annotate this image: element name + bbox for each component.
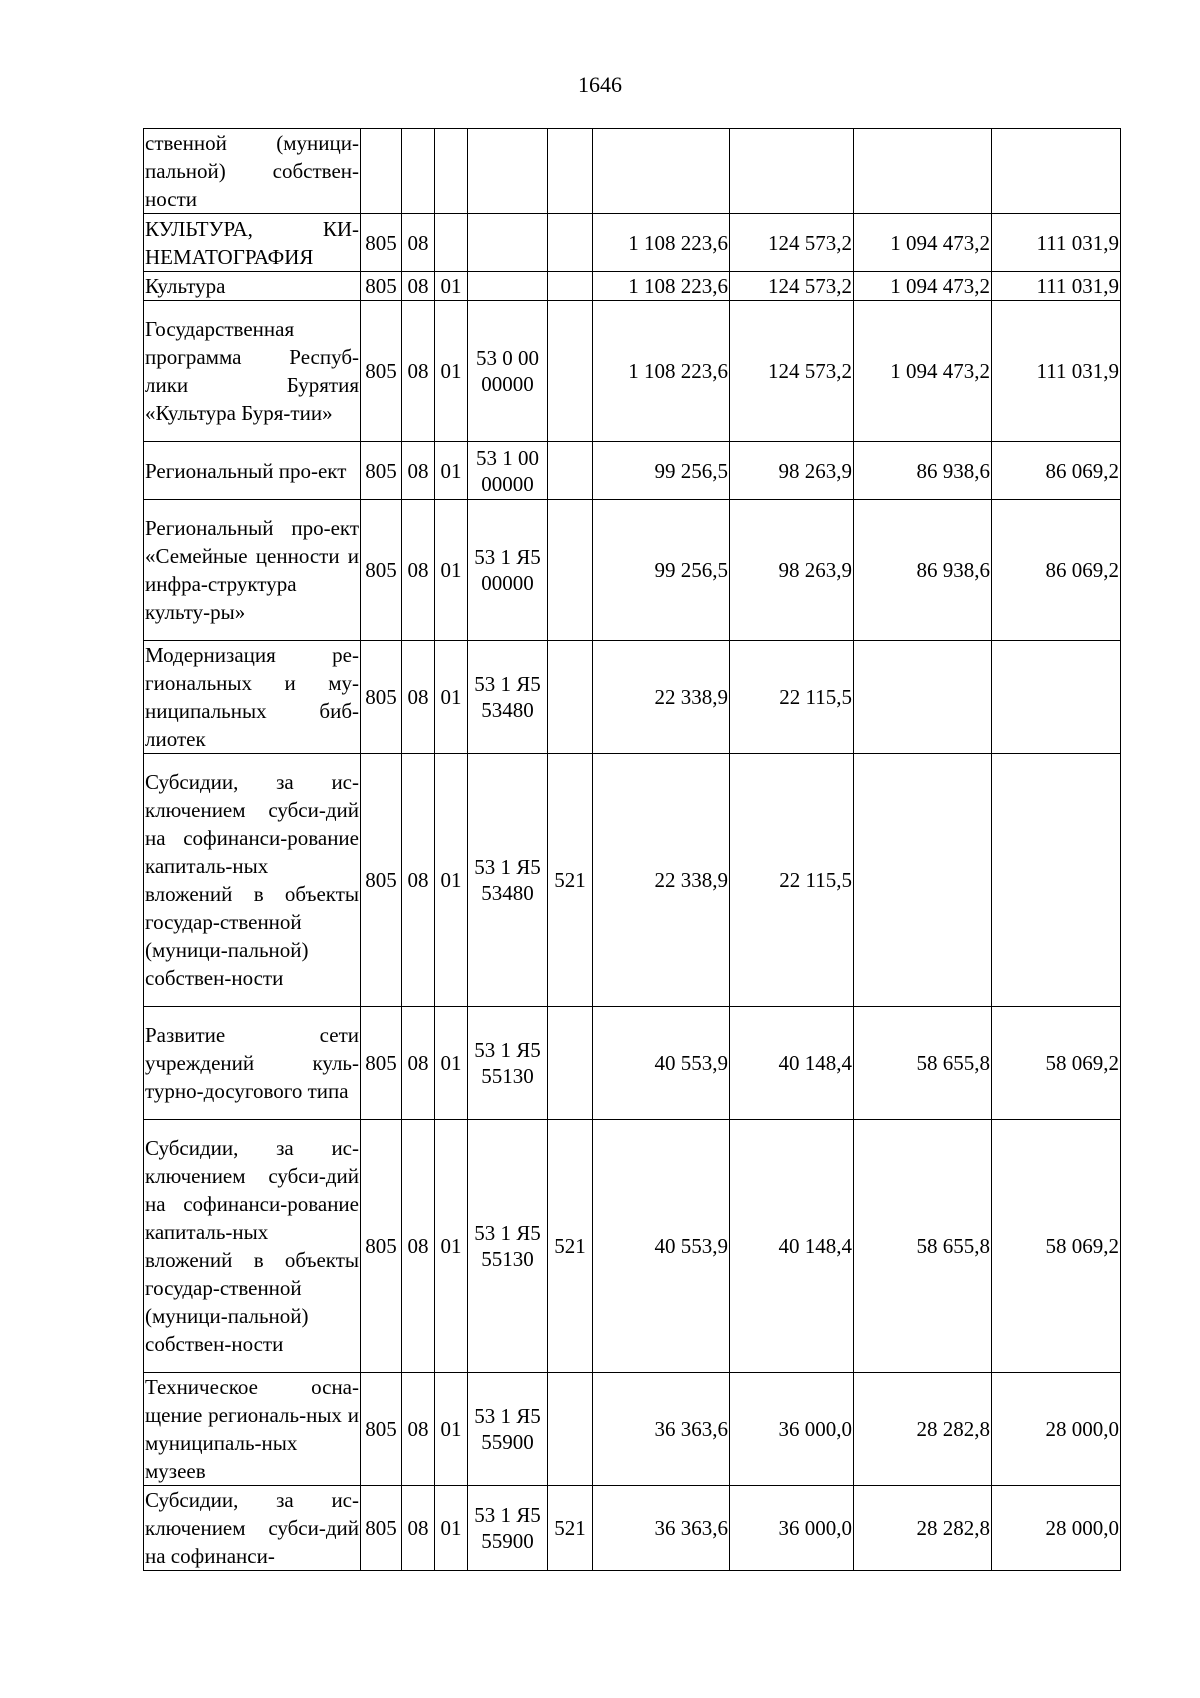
cell-expense-type xyxy=(548,1373,593,1486)
cell-amount-2: 40 148,4 xyxy=(730,1120,854,1373)
cell-expense-type: 521 xyxy=(548,754,593,1007)
cell-grbs: 805 xyxy=(361,1007,402,1120)
cell-target-article xyxy=(468,129,548,214)
cell-amount-3: 58 655,8 xyxy=(854,1007,992,1120)
cell-amount-2: 36 000,0 xyxy=(730,1373,854,1486)
cell-subsection: 01 xyxy=(435,272,468,301)
cell-section: 08 xyxy=(402,214,435,272)
cell-grbs xyxy=(361,129,402,214)
cell-section: 08 xyxy=(402,641,435,754)
cell-section: 08 xyxy=(402,754,435,1007)
cell-target-article: 53 1 Я5 00000 xyxy=(468,500,548,641)
cell-amount-1: 40 553,9 xyxy=(593,1007,730,1120)
table-row xyxy=(144,641,1121,754)
row-name: Государственная программа Респуб-лики Бурятия «Культура Буря-тии» xyxy=(144,301,361,442)
cell-amount-2: 36 000,0 xyxy=(730,1486,854,1571)
cell-grbs: 805 xyxy=(361,301,402,442)
cell-amount-4: 86 069,2 xyxy=(992,500,1121,641)
table-row xyxy=(144,1120,1121,1373)
cell-target-article: 53 1 Я5 55900 xyxy=(468,1486,548,1571)
cell-target-article: 53 1 Я5 53480 xyxy=(468,754,548,1007)
cell-target-article: 53 1 Я5 55130 xyxy=(468,1120,548,1373)
cell-amount-2: 98 263,9 xyxy=(730,500,854,641)
table-row xyxy=(144,1486,1121,1571)
cell-target-article: 53 1 Я5 53480 xyxy=(468,641,548,754)
cell-expense-type xyxy=(548,442,593,500)
cell-section: 08 xyxy=(402,1486,435,1571)
cell-amount-2: 124 573,2 xyxy=(730,301,854,442)
cell-expense-type xyxy=(548,129,593,214)
cell-subsection xyxy=(435,214,468,272)
row-name: Техническое осна-щение региональ-ных и муниципаль-ных музеев xyxy=(144,1373,361,1486)
cell-amount-4: 58 069,2 xyxy=(992,1007,1121,1120)
cell-grbs: 805 xyxy=(361,272,402,301)
cell-grbs: 805 xyxy=(361,1120,402,1373)
cell-subsection: 01 xyxy=(435,1007,468,1120)
cell-target-article xyxy=(468,214,548,272)
cell-amount-1: 22 338,9 xyxy=(593,754,730,1007)
table-row xyxy=(144,301,1121,442)
cell-subsection: 01 xyxy=(435,1373,468,1486)
cell-amount-4 xyxy=(992,754,1121,1007)
budget-table xyxy=(143,128,1121,1571)
cell-amount-4: 28 000,0 xyxy=(992,1486,1121,1571)
cell-amount-3: 1 094 473,2 xyxy=(854,272,992,301)
cell-amount-1: 1 108 223,6 xyxy=(593,272,730,301)
cell-expense-type xyxy=(548,272,593,301)
cell-expense-type xyxy=(548,500,593,641)
cell-expense-type xyxy=(548,301,593,442)
cell-amount-3 xyxy=(854,641,992,754)
cell-amount-4 xyxy=(992,641,1121,754)
row-name: ственной (муници-пальной) собствен-ности xyxy=(144,129,361,214)
row-name: Модернизация ре-гиональных и му-ниципальных биб-лиотек xyxy=(144,641,361,754)
cell-target-article: 53 0 00 00000 xyxy=(468,301,548,442)
row-name: Субсидии, за ис-ключением субси-дий на софинанси-рование капиталь-ных вложений в объекты государ-ственной (муници-пальной) собствен-ности xyxy=(144,1120,361,1373)
table-row xyxy=(144,272,1121,301)
cell-subsection: 01 xyxy=(435,301,468,442)
cell-grbs: 805 xyxy=(361,754,402,1007)
cell-grbs: 805 xyxy=(361,1373,402,1486)
cell-amount-2: 124 573,2 xyxy=(730,272,854,301)
cell-expense-type: 521 xyxy=(548,1486,593,1571)
cell-amount-4: 28 000,0 xyxy=(992,1373,1121,1486)
cell-section: 08 xyxy=(402,442,435,500)
table-row xyxy=(144,1007,1121,1120)
cell-amount-3: 28 282,8 xyxy=(854,1373,992,1486)
cell-section: 08 xyxy=(402,500,435,641)
cell-grbs: 805 xyxy=(361,214,402,272)
cell-section: 08 xyxy=(402,1007,435,1120)
cell-subsection: 01 xyxy=(435,641,468,754)
cell-amount-3: 1 094 473,2 xyxy=(854,214,992,272)
cell-grbs: 805 xyxy=(361,442,402,500)
cell-amount-2: 98 263,9 xyxy=(730,442,854,500)
row-name: КУЛЬТУРА, КИ-НЕМАТОГРАФИЯ xyxy=(144,214,361,272)
cell-amount-4: 111 031,9 xyxy=(992,272,1121,301)
cell-subsection: 01 xyxy=(435,1120,468,1373)
cell-section: 08 xyxy=(402,272,435,301)
cell-target-article xyxy=(468,272,548,301)
cell-section: 08 xyxy=(402,301,435,442)
row-name: Культура xyxy=(144,272,361,301)
table-row xyxy=(144,214,1121,272)
cell-amount-1: 99 256,5 xyxy=(593,442,730,500)
cell-amount-3 xyxy=(854,754,992,1007)
cell-section: 08 xyxy=(402,1373,435,1486)
cell-subsection: 01 xyxy=(435,500,468,641)
table-body xyxy=(144,129,1121,1571)
table-row xyxy=(144,442,1121,500)
cell-amount-1: 36 363,6 xyxy=(593,1373,730,1486)
cell-subsection xyxy=(435,129,468,214)
cell-grbs: 805 xyxy=(361,500,402,641)
cell-subsection: 01 xyxy=(435,1486,468,1571)
cell-amount-3: 86 938,6 xyxy=(854,500,992,641)
cell-amount-3: 86 938,6 xyxy=(854,442,992,500)
table-row xyxy=(144,754,1121,1007)
cell-expense-type xyxy=(548,214,593,272)
cell-section: 08 xyxy=(402,1120,435,1373)
cell-amount-1: 36 363,6 xyxy=(593,1486,730,1571)
cell-amount-3: 1 094 473,2 xyxy=(854,301,992,442)
cell-target-article: 53 1 00 00000 xyxy=(468,442,548,500)
cell-amount-1: 22 338,9 xyxy=(593,641,730,754)
cell-expense-type: 521 xyxy=(548,1120,593,1373)
cell-target-article: 53 1 Я5 55130 xyxy=(468,1007,548,1120)
row-name: Развитие сети учреждений куль-турно-досугового типа xyxy=(144,1007,361,1120)
cell-amount-2: 22 115,5 xyxy=(730,754,854,1007)
page-number: 1646 xyxy=(578,72,622,97)
row-name: Субсидии, за ис-ключением субси-дий на софинанси-рование капиталь-ных вложений в объекты государ-ственной (муници-пальной) собствен-ности xyxy=(144,754,361,1007)
cell-amount-1: 40 553,9 xyxy=(593,1120,730,1373)
cell-amount-3: 28 282,8 xyxy=(854,1486,992,1571)
cell-amount-2 xyxy=(730,129,854,214)
cell-amount-2: 40 148,4 xyxy=(730,1007,854,1120)
cell-amount-1 xyxy=(593,129,730,214)
cell-amount-2: 22 115,5 xyxy=(730,641,854,754)
cell-amount-2: 124 573,2 xyxy=(730,214,854,272)
row-name: Субсидии, за ис-ключением субси-дий на софинанси- xyxy=(144,1486,361,1571)
cell-section xyxy=(402,129,435,214)
cell-amount-1: 1 108 223,6 xyxy=(593,214,730,272)
cell-amount-4: 86 069,2 xyxy=(992,442,1121,500)
cell-amount-1: 1 108 223,6 xyxy=(593,301,730,442)
cell-amount-3 xyxy=(854,129,992,214)
cell-target-article: 53 1 Я5 55900 xyxy=(468,1373,548,1486)
cell-expense-type xyxy=(548,641,593,754)
cell-expense-type xyxy=(548,1007,593,1120)
cell-amount-4: 111 031,9 xyxy=(992,214,1121,272)
table-row xyxy=(144,500,1121,641)
cell-grbs: 805 xyxy=(361,641,402,754)
row-name: Региональный про-ект «Семейные ценности и инфра-структура культу-ры» xyxy=(144,500,361,641)
cell-amount-4 xyxy=(992,129,1121,214)
table-row xyxy=(144,1373,1121,1486)
cell-grbs: 805 xyxy=(361,1486,402,1571)
cell-subsection: 01 xyxy=(435,754,468,1007)
cell-amount-4: 58 069,2 xyxy=(992,1120,1121,1373)
cell-amount-4: 111 031,9 xyxy=(992,301,1121,442)
table-row xyxy=(144,129,1121,214)
cell-amount-1: 99 256,5 xyxy=(593,500,730,641)
row-name: Региональный про-ект xyxy=(144,442,361,500)
cell-amount-3: 58 655,8 xyxy=(854,1120,992,1373)
cell-subsection: 01 xyxy=(435,442,468,500)
